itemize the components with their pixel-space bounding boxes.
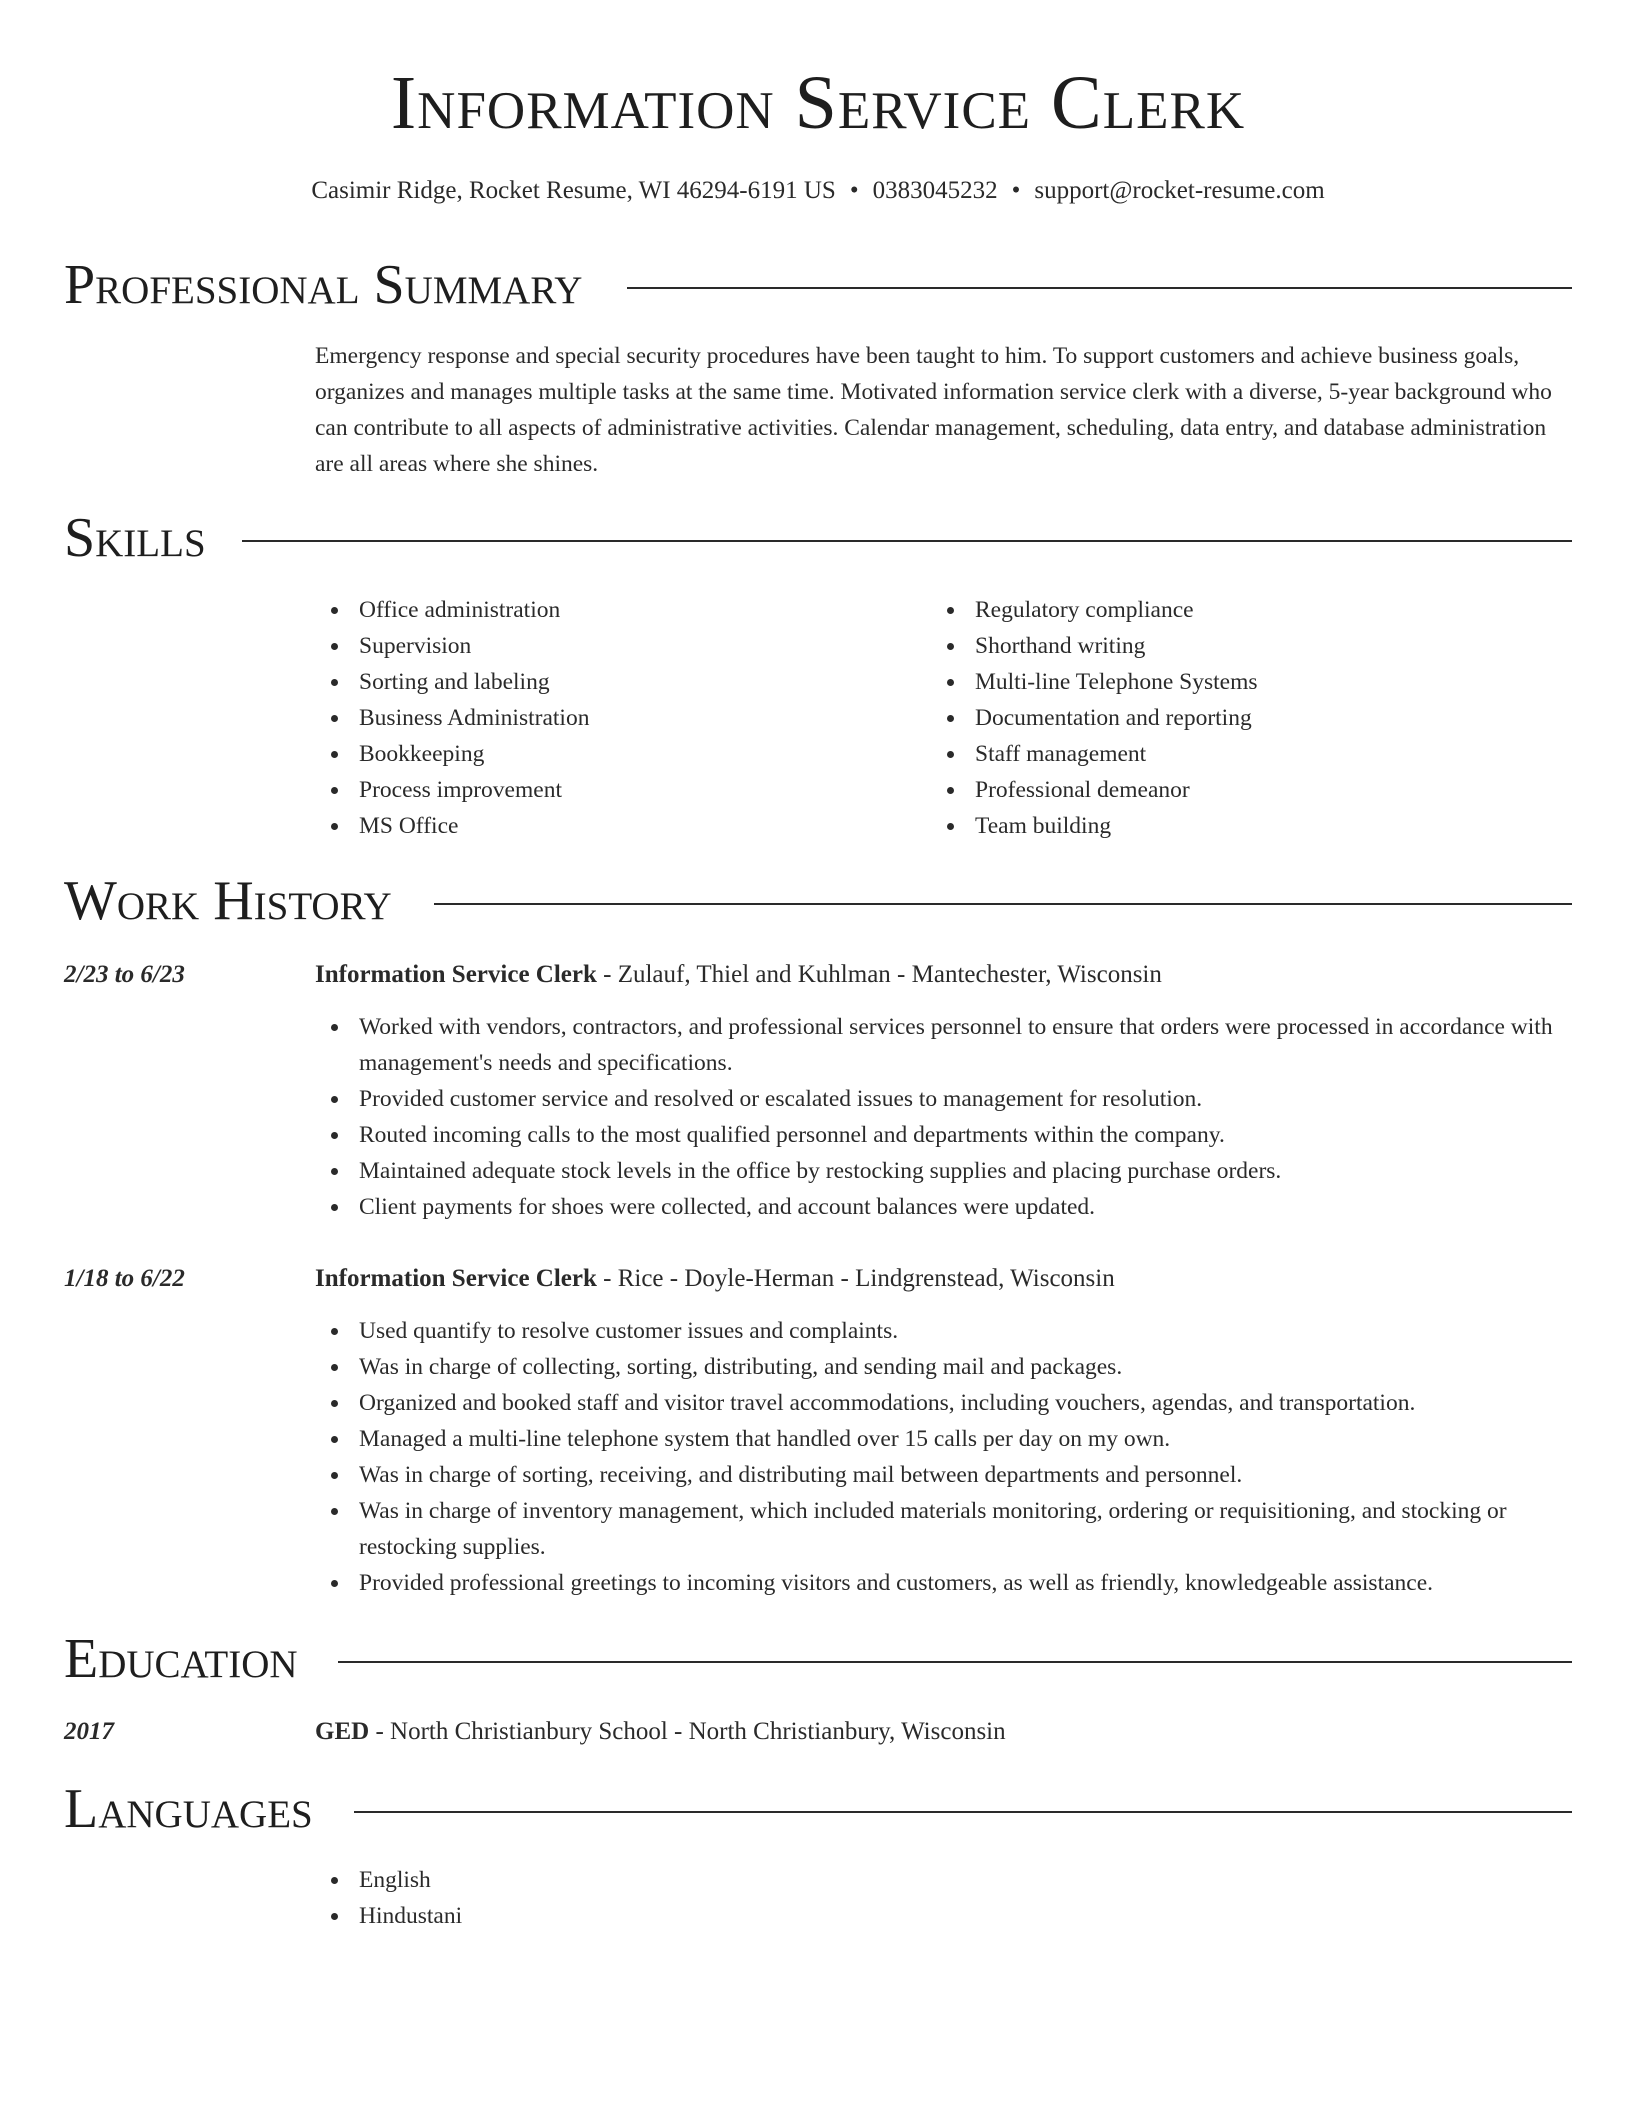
skill-item: Regulatory compliance <box>931 592 1258 628</box>
education-year: 2017 <box>64 1718 114 1745</box>
job-heading <box>315 1261 1115 1297</box>
skill-item: Professional demeanor <box>931 772 1258 808</box>
contact-separator: • <box>1011 177 1021 204</box>
work-history-heading: Work History <box>64 870 392 932</box>
job-bullet: Maintained adequate stock levels in the office by restocking supplies and placing purchase orders. <box>315 1153 1572 1189</box>
languages-list <box>315 1862 462 1934</box>
contact-phone: 0383045232 <box>872 177 998 204</box>
job-bullets <box>315 1313 1572 1601</box>
languages-heading: Languages <box>64 1778 313 1840</box>
language-item: English <box>315 1862 462 1898</box>
languages-divider <box>354 1811 1572 1813</box>
skill-item: Office administration <box>315 592 589 628</box>
job-bullet: Was in charge of collecting, sorting, distributing, and sending mail and packages. <box>315 1349 1572 1385</box>
job-employer: - Rice - Doyle-Herman - Lindgrenstead, Wisconsin <box>596 1265 1115 1292</box>
work-history-divider <box>434 903 1572 905</box>
skill-item: Process improvement <box>315 772 589 808</box>
summary-text: Emergency response and special security procedures have been taught to him. To support customers and achieve business goals, organizes and manages multiple tasks at the same time. Motivated information service clerk with a diverse, 5-year background who can contribute to all aspects of administrative activities. Calendar management, scheduling, data entry, and database administration are all areas where she shines. <box>315 343 1552 477</box>
skill-item: Sorting and labeling <box>315 664 589 700</box>
contact-line <box>64 174 1572 208</box>
job-bullet: Managed a multi-line telephone system that handled over 15 calls per day on my own. <box>315 1421 1572 1457</box>
contact-separator: • <box>849 177 859 204</box>
summary-heading: Professional Summary <box>64 254 583 316</box>
job-bullet: Provided customer service and resolved or escalated issues to management for resolution. <box>315 1081 1572 1117</box>
skill-item: Business Administration <box>315 700 589 736</box>
skills-list-right <box>931 592 1258 844</box>
skills-heading: Skills <box>64 507 206 569</box>
skills-divider <box>242 540 1572 542</box>
skill-item: Multi-line Telephone Systems <box>931 664 1258 700</box>
skill-item: Documentation and reporting <box>931 700 1258 736</box>
job-title: Information Service Clerk <box>315 961 597 988</box>
job-bullet: Organized and booked staff and visitor travel accommodations, including vouchers, agendas, and transportation. <box>315 1385 1572 1421</box>
education-degree: GED <box>315 1718 370 1745</box>
skill-item: Team building <box>931 808 1258 844</box>
contact-email: support@rocket-resume.com <box>1034 177 1325 204</box>
skill-item: Bookkeeping <box>315 736 589 772</box>
education-heading: Education <box>64 1628 298 1690</box>
job-bullet: Routed incoming calls to the most qualified personnel and departments within the company. <box>315 1117 1572 1153</box>
skill-item: Staff management <box>931 736 1258 772</box>
education-entry <box>315 1714 1006 1750</box>
job-bullet: Used quantify to resolve customer issues and complaints. <box>315 1313 1572 1349</box>
job-heading <box>315 957 1162 993</box>
job-bullet: Worked with vendors, contractors, and professional services personnel to ensure that orders were processed in accordance with management's needs and specifications. <box>315 1009 1572 1081</box>
job-bullet: Was in charge of sorting, receiving, and distributing mail between departments and personnel. <box>315 1457 1572 1493</box>
job-dates: 2/23 to 6/23 <box>64 961 185 988</box>
job-dates: 1/18 to 6/22 <box>64 1265 185 1292</box>
summary-divider <box>627 287 1572 289</box>
resume-name: Information Service Clerk <box>390 61 1246 145</box>
education-divider <box>338 1661 1572 1663</box>
job-employer: - Zulauf, Thiel and Kuhlman - Mantechester, Wisconsin <box>596 961 1162 988</box>
job-bullets <box>315 1009 1572 1225</box>
skill-item: MS Office <box>315 808 589 844</box>
language-item: Hindustani <box>315 1898 462 1934</box>
job-bullet: Was in charge of inventory management, which included materials monitoring, ordering or requisitioning, and stocking or restocking supplies. <box>315 1493 1572 1565</box>
skills-list-left <box>315 592 589 844</box>
skill-item: Shorthand writing <box>931 628 1258 664</box>
skill-item: Supervision <box>315 628 589 664</box>
contact-address: Casimir Ridge, Rocket Resume, WI 46294-6191 US <box>311 177 836 204</box>
job-bullet: Provided professional greetings to incoming visitors and customers, as well as friendly, knowledgeable assistance. <box>315 1565 1572 1601</box>
job-bullet: Client payments for shoes were collected, and account balances were updated. <box>315 1189 1572 1225</box>
education-school: - North Christianbury School - North Christianbury, Wisconsin <box>369 1718 1006 1745</box>
job-title: Information Service Clerk <box>315 1265 597 1292</box>
